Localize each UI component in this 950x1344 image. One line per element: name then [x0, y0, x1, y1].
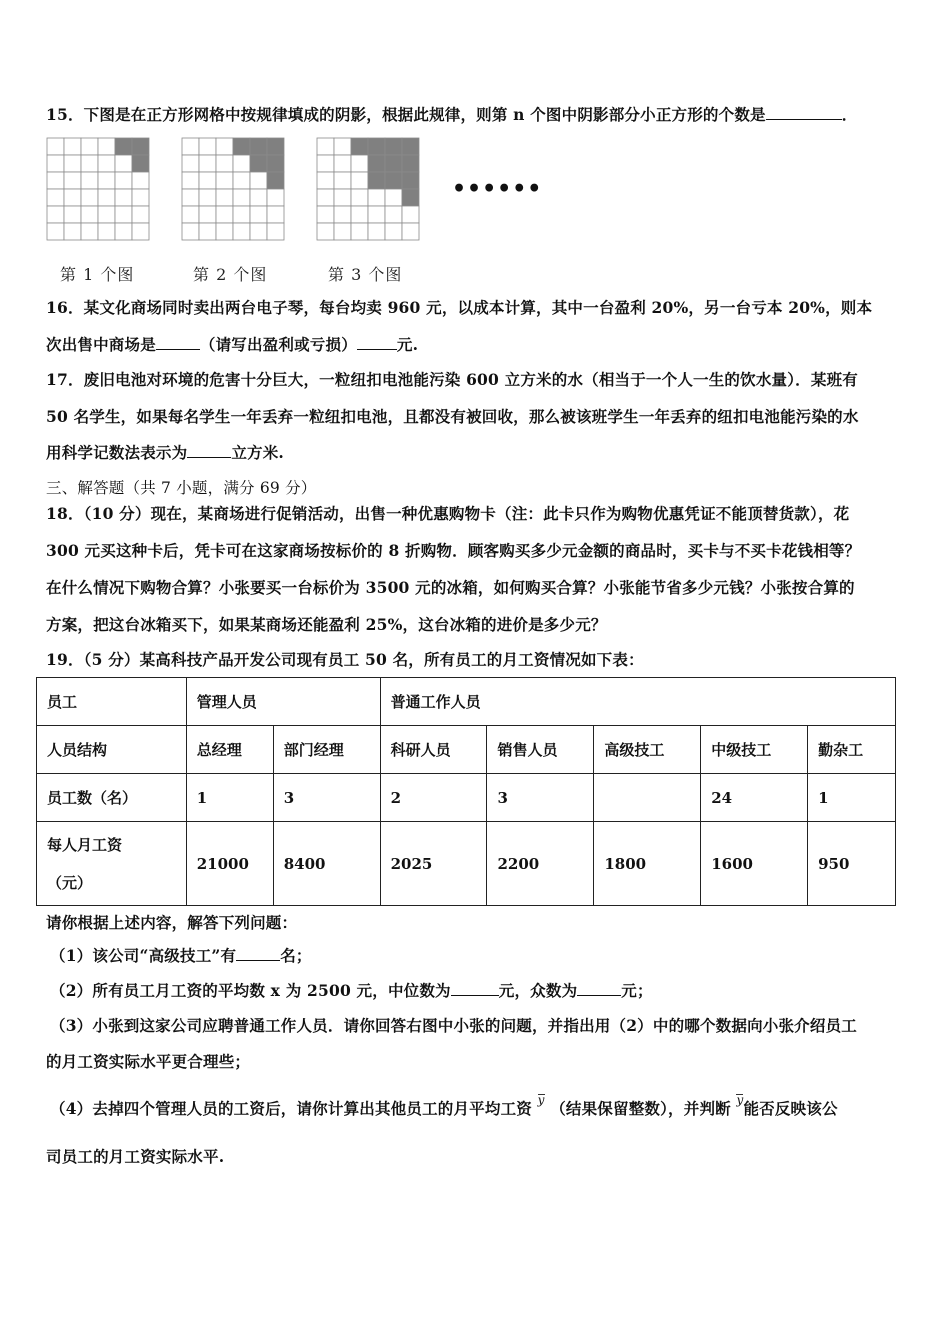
ellipsis-dots: ••••••	[452, 176, 543, 202]
grid-cell	[98, 189, 115, 206]
grid-cell	[81, 138, 98, 155]
shaded-cell	[385, 172, 402, 189]
grid-cell	[199, 189, 216, 206]
grid-cell	[81, 206, 98, 223]
shaded-cell	[267, 138, 284, 155]
table-cell: 中级技工	[701, 726, 808, 774]
shaded-cell	[267, 155, 284, 172]
table-cell: 总经理	[186, 726, 273, 774]
shaded-cell	[250, 155, 267, 172]
grid-cell	[81, 189, 98, 206]
table-cell: 950	[808, 822, 896, 906]
grid-cell	[250, 189, 267, 206]
grid-cell	[351, 189, 368, 206]
grid-cell	[216, 223, 233, 240]
grid-cell	[182, 138, 199, 155]
grid-cell	[64, 189, 81, 206]
grid-cell	[351, 206, 368, 223]
q18-line3: 在什么情况下购物合算？小张要买一台标价为 3500 元的冰箱，如何购买合算？小张能节省多少元钱？小张按合算的	[46, 578, 855, 597]
grid-cell	[368, 189, 385, 206]
shaded-cell	[402, 138, 419, 155]
q17-line3	[46, 441, 284, 463]
table-cell: 24	[701, 774, 808, 822]
grid-cell	[81, 172, 98, 189]
grid-cell	[368, 223, 385, 240]
grid-cell	[64, 206, 81, 223]
grid-cell	[334, 189, 351, 206]
grid-cell	[98, 172, 115, 189]
q18-line2: 300 元买这种卡后，凭卡可在这家商场按标价的 8 折购物．顾客购买多少元金额的商品时，买卡与不买卡花钱相等？	[46, 541, 861, 560]
table-cell: 1600	[701, 822, 808, 906]
q19-part1	[50, 944, 312, 966]
q15-text	[46, 103, 857, 125]
grid-cell	[334, 223, 351, 240]
grid-cell	[47, 206, 64, 223]
grid-cell	[317, 223, 334, 240]
grid-cell	[47, 155, 64, 172]
grid-cell	[267, 223, 284, 240]
y-bar-symbol: y	[736, 1093, 744, 1107]
wage-label-line2: （元）	[47, 873, 93, 892]
grid-cell	[216, 155, 233, 172]
q16-line2c: 元.	[396, 335, 419, 354]
grid-cell	[98, 155, 115, 172]
figure-1-caption: 第 1 个图	[60, 265, 135, 284]
grid-cell	[64, 172, 81, 189]
table-cell: 3	[487, 774, 594, 822]
table-cell	[37, 822, 187, 906]
answer-blank[interactable]	[577, 981, 621, 996]
grid-cell	[132, 172, 149, 189]
table-cell: 1	[808, 774, 896, 822]
grid-cell	[115, 189, 132, 206]
grid-cell	[250, 172, 267, 189]
grid-cell	[132, 189, 149, 206]
grid-cell	[98, 206, 115, 223]
grid-cell	[233, 223, 250, 240]
grid-cell	[182, 206, 199, 223]
table-cell: 3	[273, 774, 380, 822]
grid-cell	[334, 155, 351, 172]
answer-blank[interactable]	[156, 335, 200, 350]
grid-cell	[385, 206, 402, 223]
shaded-cell	[267, 172, 284, 189]
grid-cell	[402, 223, 419, 240]
grid-cell	[216, 138, 233, 155]
q19-p2b: 元，众数为	[498, 981, 578, 1000]
grid-cell	[199, 172, 216, 189]
grid-cell	[64, 223, 81, 240]
grid-figure-1	[46, 137, 152, 241]
table-row	[37, 678, 896, 726]
shaded-cell	[385, 155, 402, 172]
table-cell: 销售人员	[487, 726, 594, 774]
shaded-cell	[115, 138, 132, 155]
grid-cell	[368, 206, 385, 223]
grid-cell	[216, 189, 233, 206]
q18-line1: 18．（10 分）现在，某商场进行促销活动，出售一种优惠购物卡（注：此卡只作为购物优惠凭证不能顶替货款），花	[46, 504, 850, 523]
q19-prompt: 请你根据上述内容，解答下列问题：	[46, 913, 298, 932]
q19-p2c: 元；	[621, 981, 653, 1000]
figure-3-caption: 第 3 个图	[328, 265, 403, 284]
table-cell: 8400	[273, 822, 380, 906]
q19-part4-line2: 司员工的月工资实际水平.	[46, 1147, 225, 1166]
table-cell: 勤杂工	[808, 726, 896, 774]
grid-cell	[233, 172, 250, 189]
grid-cell	[199, 223, 216, 240]
q15-stem: 15．下图是在正方形网格中按规律填成的阴影，根据此规律，则第 n 个图中阴影部分小正方形的个数是	[46, 105, 766, 124]
grid-cell	[182, 172, 199, 189]
grid-cell	[334, 172, 351, 189]
grid-cell	[47, 172, 64, 189]
table-cell: 科研人员	[380, 726, 487, 774]
q15-end: ．	[841, 105, 858, 124]
grid-cell	[233, 206, 250, 223]
grid-cell	[199, 155, 216, 172]
shaded-cell	[385, 138, 402, 155]
grid-cell	[351, 155, 368, 172]
table-row	[37, 822, 896, 906]
q17-line1: 17．废旧电池对环境的危害十分巨大，一粒纽扣电池能污染 600 立方米的水（相当于一个人一生的饮水量）．某班有	[46, 370, 858, 389]
grid-cell	[402, 206, 419, 223]
section-heading: 三、解答题（共 7 小题，满分 69 分）	[46, 479, 317, 497]
grid-cell	[317, 172, 334, 189]
grid-cell	[317, 155, 334, 172]
table-cell: 员工数（名）	[37, 774, 187, 822]
grid-cell	[385, 223, 402, 240]
grid-cell	[115, 206, 132, 223]
q19-part4-line1	[50, 1093, 838, 1119]
grid-cell	[267, 206, 284, 223]
y-bar-symbol: y	[537, 1093, 545, 1107]
answer-blank[interactable]	[357, 335, 397, 350]
shaded-cell	[250, 138, 267, 155]
grid-cell	[47, 189, 64, 206]
table-cell: 21000	[186, 822, 273, 906]
shaded-cell	[132, 155, 149, 172]
grid-figure-3	[316, 137, 422, 241]
q17-line2: 50 名学生，如果每名学生一年丢弃一粒纽扣电池，且都没有被回收，那么被该班学生一年丢弃的纽扣电池能污染的水	[46, 407, 859, 426]
grid-cell	[317, 206, 334, 223]
grid-cell	[250, 223, 267, 240]
q16-line1: 16．某文化商场同时卖出两台电子琴，每台均卖 960 元，以成本计算，其中一台盈利 20%，另一台亏本 20%，则本	[46, 298, 873, 317]
grid-cell	[64, 155, 81, 172]
q19-p4c: 能否反映该公	[743, 1099, 838, 1118]
table-cell: 人员结构	[37, 726, 187, 774]
q19-p1a: （1）该公司“高级技工”有	[50, 946, 237, 965]
grid-cell	[132, 206, 149, 223]
grid-cell	[182, 155, 199, 172]
grid-cell	[250, 206, 267, 223]
shaded-cell	[368, 155, 385, 172]
grid-cell	[115, 172, 132, 189]
table-cell: 高级技工	[594, 726, 701, 774]
answer-blank[interactable]	[236, 946, 280, 961]
table-row	[37, 774, 896, 822]
q19-part3-line1: （3）小张到这家公司应聘普通工作人员．请你回答右图中小张的问题，并指出用（2）中的哪个数据向小张介绍员工	[50, 1016, 857, 1035]
grid-cell	[64, 138, 81, 155]
answer-blank[interactable]	[187, 443, 231, 458]
grid-cell	[182, 189, 199, 206]
grid-cell	[334, 206, 351, 223]
q19-p1b: 名；	[280, 946, 312, 965]
wage-label-line1: 每人月工资	[47, 835, 123, 854]
shaded-cell	[351, 138, 368, 155]
grid-cell	[267, 189, 284, 206]
q19-p4b: （结果保留整数），并判断	[550, 1099, 731, 1118]
table-cell: 普通工作人员	[380, 678, 895, 726]
q16-line2b: （请写出盈利或亏损）	[199, 335, 357, 354]
table-cell[interactable]	[594, 774, 701, 822]
grid-cell	[199, 138, 216, 155]
grid-cell	[317, 189, 334, 206]
q17-line3a: 用科学记数法表示为	[46, 443, 188, 462]
shaded-cell	[368, 172, 385, 189]
shaded-cell	[402, 189, 419, 206]
table-cell: 管理人员	[186, 678, 380, 726]
q17-line3b: 立方米.	[231, 443, 285, 462]
grid-cell	[351, 172, 368, 189]
q19-part2	[50, 979, 653, 1001]
grid-cell	[81, 223, 98, 240]
table-cell: 部门经理	[273, 726, 380, 774]
grid-cell	[334, 138, 351, 155]
table-cell: 员工	[37, 678, 187, 726]
wage-table	[36, 677, 896, 906]
shaded-cell	[402, 172, 419, 189]
grid-cell	[115, 155, 132, 172]
table-cell: 2200	[487, 822, 594, 906]
q16-line2	[46, 333, 418, 355]
grid-cell	[182, 223, 199, 240]
figure-2-caption: 第 2 个图	[193, 265, 268, 284]
grid-cell	[199, 206, 216, 223]
table-cell: 1	[186, 774, 273, 822]
table-row	[37, 726, 896, 774]
q19-intro: 19．（5 分）某高科技产品开发公司现有员工 50 名，所有员工的月工资情况如下表：	[46, 650, 644, 669]
grid-cell	[233, 155, 250, 172]
q19-p2a: （2）所有员工月工资的平均数 x 为 2500 元，中位数为	[50, 981, 451, 1000]
shaded-cell	[233, 138, 250, 155]
table-cell: 2025	[380, 822, 487, 906]
q18-line4: 方案，把这台冰箱买下，如果某商场还能盈利 25%，这台冰箱的进价是多少元？	[46, 615, 607, 634]
grid-cell	[317, 138, 334, 155]
q16-line2a: 次出售中商场是	[46, 335, 156, 354]
grid-cell	[115, 223, 132, 240]
grid-cell	[47, 223, 64, 240]
grid-cell	[98, 223, 115, 240]
table-cell: 1800	[594, 822, 701, 906]
grid-cell	[98, 138, 115, 155]
grid-cell	[385, 189, 402, 206]
grid-cell	[47, 138, 64, 155]
grid-cell	[351, 223, 368, 240]
answer-blank[interactable]	[766, 105, 842, 120]
shaded-cell	[368, 138, 385, 155]
grid-cell	[216, 206, 233, 223]
grid-cell	[233, 189, 250, 206]
table-cell: 2	[380, 774, 487, 822]
shaded-cell	[402, 155, 419, 172]
answer-blank[interactable]	[451, 981, 499, 996]
q19-part3-line2: 的月工资实际水平更合理些；	[46, 1052, 251, 1071]
shaded-cell	[132, 138, 149, 155]
grid-figure-2	[181, 137, 287, 241]
grid-cell	[81, 155, 98, 172]
q19-p4a: （4）去掉四个管理人员的工资后，请你计算出其他员工的月平均工资	[50, 1099, 532, 1118]
grid-cell	[132, 223, 149, 240]
grid-cell	[216, 172, 233, 189]
